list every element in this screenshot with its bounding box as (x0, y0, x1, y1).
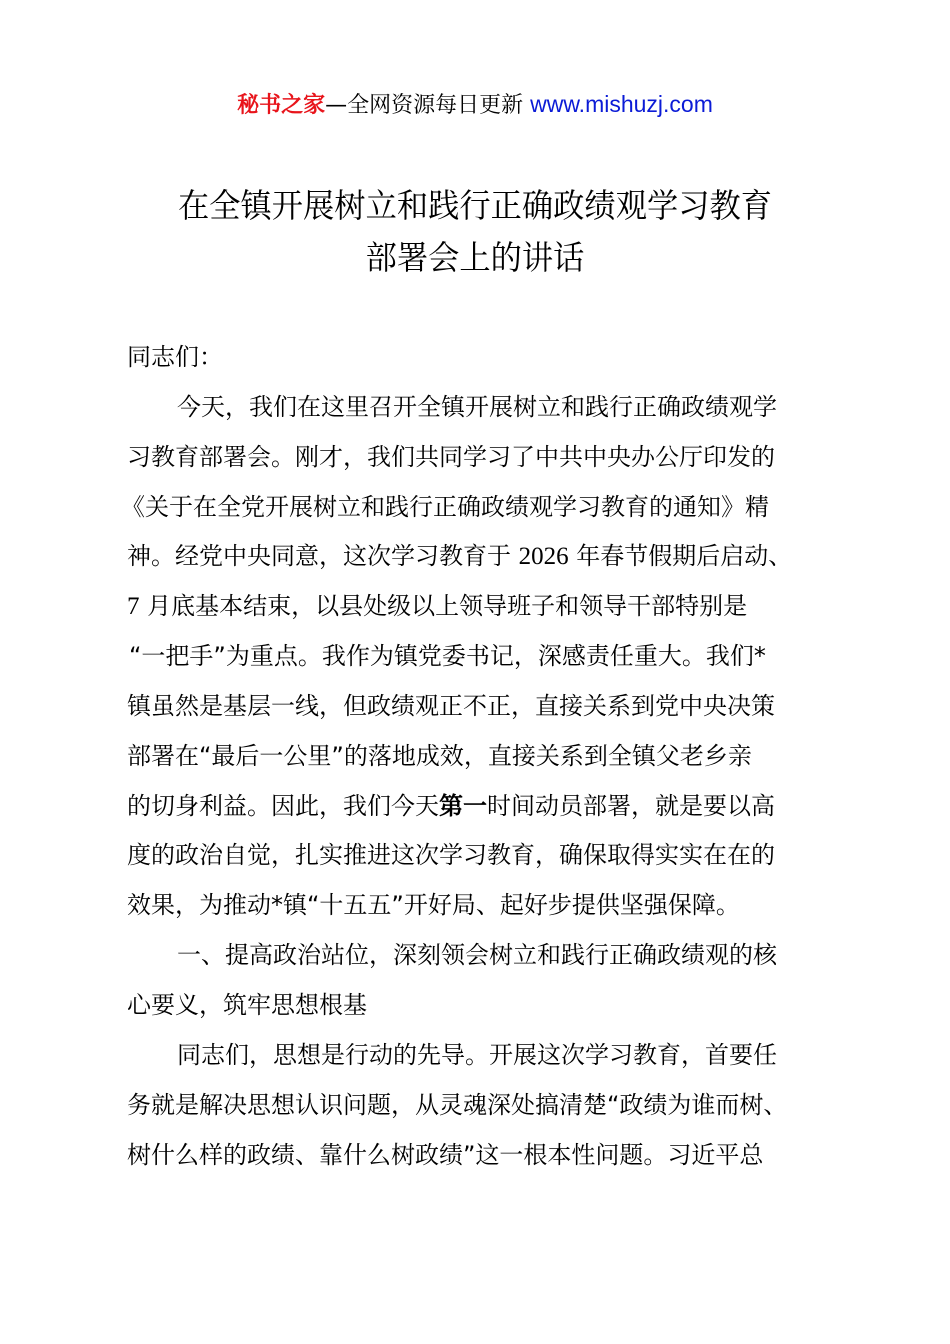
paragraph-1-line (127, 532, 837, 582)
paragraph-2-line: 同志们，思想是行动的先导。开展这次学习教育，首要任 (177, 1040, 777, 1069)
section-heading-line: 一、提高政治站位，深刻领会树立和践行正确政绩观的核 (177, 941, 777, 970)
brand-name: 秘书之家 (237, 93, 326, 118)
year-number: 2026 (518, 543, 569, 571)
site-url-link[interactable]: www.mishuzj.com (530, 91, 713, 117)
paragraph-1-line: 镇虽然是基层一线，但政绩观正不正，直接关系到党中央决策 (127, 691, 775, 720)
document-title (0, 180, 950, 284)
title-line-1: 在全镇开展树立和践行正确政绩观学习教育 (177, 186, 773, 225)
paragraph-1-line: 今天，我们在这里召开全镇开展树立和践行正确政绩观学 (177, 392, 777, 421)
paragraph-1-line: 度的政治自觉，扎实推进这次学习教育，确保取得实实在在的 (127, 841, 775, 870)
paragraph-2-line: 树什么样的政绩、靠什么树政绩”这一根本性问题。习近平总 (127, 1140, 764, 1169)
site-header (0, 86, 950, 124)
paragraph-1-line: 《关于在全党开展树立和践行正确政绩观学习教育的通知》精 (121, 492, 769, 521)
paragraph-1-line: “一把手”为重点。我作为镇党委书记，深感责任重大。我们* (129, 642, 766, 671)
salutation: 同志们： (127, 343, 223, 371)
paragraph-2-line: 务就是解决思想认识问题，从灵魂深处搞清楚“政绩为谁而树、 (127, 1090, 788, 1119)
text-segment: 年春节假期后启动、 (568, 542, 793, 571)
month-number: 7 (127, 593, 140, 621)
bold-text: 第一 (439, 791, 487, 820)
paragraph-1-line: 习教育部署会。刚才，我们共同学习了中共中央办公厅印发的 (127, 442, 775, 471)
header-tagline: —全网资源每日更新 (325, 93, 531, 118)
paragraph-1-line (127, 582, 837, 632)
text-segment: 月底基本结束，以县处级以上领导班子和领导干部特别是 (139, 592, 748, 621)
paragraph-1-line: 效果，为推动*镇“十五五”开好局、起好步提供坚强保障。 (127, 891, 740, 920)
text-segment: 的切身利益。因此，我们今天 (127, 791, 439, 820)
text-segment: 时间动员部署，就是要以高 (487, 791, 775, 820)
section-heading-line: 心要义，筑牢思想根基 (127, 990, 367, 1019)
document-body (121, 333, 837, 1180)
title-line-2: 部署会上的讲话 (365, 238, 585, 277)
paragraph-1-line (127, 782, 837, 832)
paragraph-1-line: 部署在“最后一公里”的落地成效，直接关系到全镇父老乡亲 (127, 741, 752, 770)
text-segment: 神。经党中央同意，这次学习教育于 (127, 542, 519, 571)
